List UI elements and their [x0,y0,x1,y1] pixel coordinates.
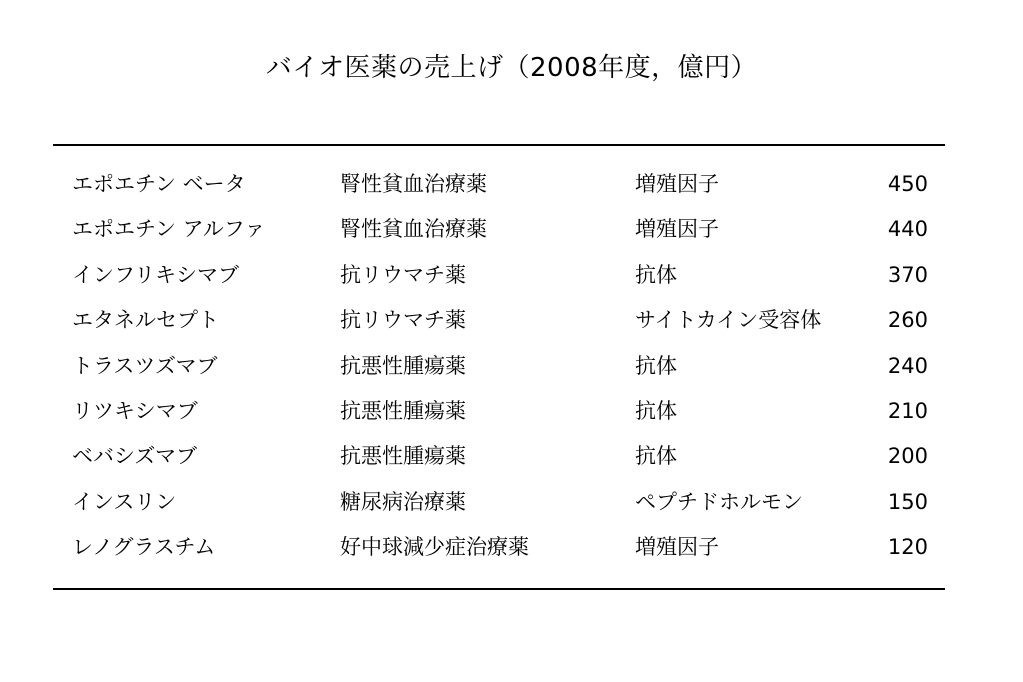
indication-cell: 糖尿病治療薬 [340,489,466,514]
drug-name-cell: インスリン [72,489,177,514]
drug-name-cell: リツキシマブ [72,398,198,423]
sales-cell: 200 [887,444,928,469]
indication-cell: 腎性貧血治療薬 [340,172,487,196]
indication-cell: 抗リウマチ薬 [340,308,466,333]
drug-type-cell: 増殖因子 [635,172,719,196]
table-row [0,344,1023,389]
indication-cell: 抗リウマチ薬 [340,262,466,287]
table-row [0,207,1023,252]
sales-cell: 120 [887,535,928,560]
sales-table [0,162,1023,571]
drug-type-cell: 増殖因子 [635,535,719,560]
sales-cell: 240 [887,353,928,378]
drug-type-cell: 抗体 [635,398,677,423]
indication-cell: 好中球減少症治療薬 [340,535,529,560]
table-row [0,389,1023,434]
sales-cell: 150 [887,489,928,514]
drug-name-cell: インフリキシマブ [72,262,239,287]
table-bottom-rule [53,588,945,590]
indication-cell: 腎性貧血治療薬 [340,217,487,242]
table-row [0,480,1023,525]
sales-cell: 370 [887,262,928,287]
drug-name-cell: レノグラスチム [72,535,216,560]
sales-cell: 440 [887,217,928,242]
drug-type-cell: 抗体 [635,353,677,378]
table-row [0,525,1023,570]
indication-cell: 抗悪性腫瘍薬 [340,353,466,378]
indication-cell: 抗悪性腫瘍薬 [340,444,466,469]
table-row [0,162,1023,207]
drug-type-cell: 抗体 [635,444,677,469]
sales-cell: 450 [887,172,928,196]
drug-type-cell: サイトカイン受容体 [635,308,822,333]
drug-name-cell: トラスツズマブ [72,353,218,378]
table-row [0,253,1023,298]
drug-name-cell: エタネルセプト [72,308,219,333]
drug-name-cell: エポエチン ベータ [72,172,246,196]
table-row [0,434,1023,479]
sales-cell: 210 [887,398,928,423]
drug-type-cell: ペプチドホルモン [635,489,803,514]
sales-cell: 260 [887,308,928,333]
drug-type-cell: 抗体 [635,262,677,287]
table-row [0,298,1023,343]
drug-name-cell: エポエチン アルファ [72,217,266,242]
indication-cell: 抗悪性腫瘍薬 [340,398,466,423]
table-top-rule [53,144,945,146]
drug-name-cell: ベバシズマブ [72,444,197,469]
page-title: バイオ医薬の売上げ（2008年度，億円） [265,53,758,83]
drug-type-cell: 増殖因子 [635,217,719,242]
